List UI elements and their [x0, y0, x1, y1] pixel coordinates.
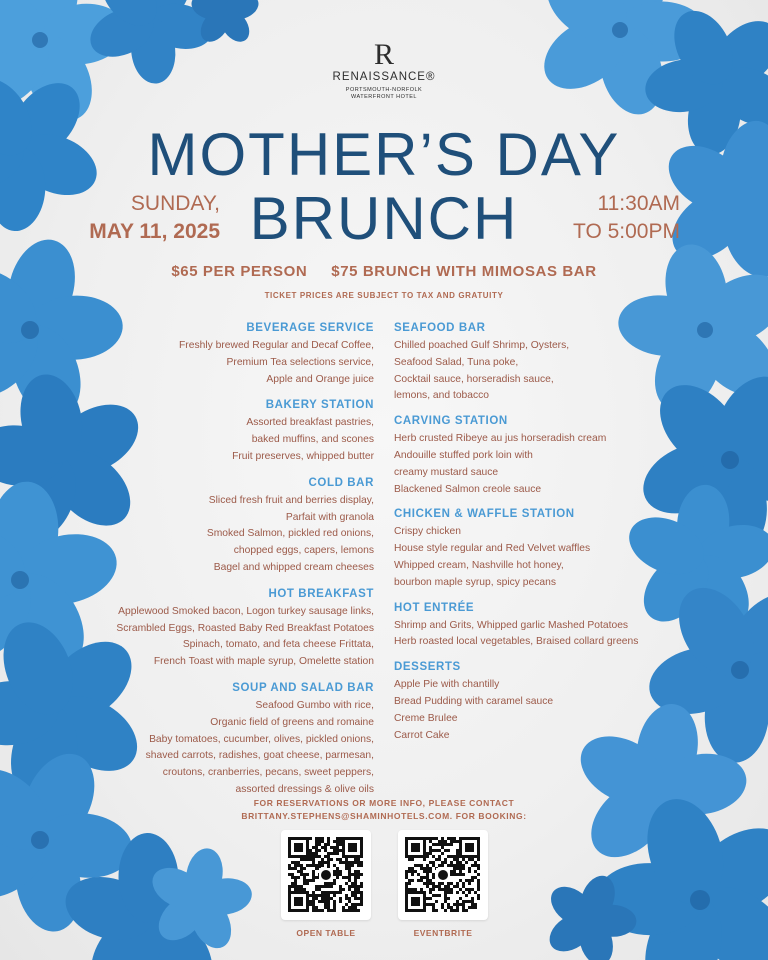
menu-item-line: Applewood Smoked bacon, Logon turkey sausage links, — [118, 605, 374, 617]
event-time — [540, 190, 680, 246]
menu-item-line: Fruit preserves, whipped butter — [232, 450, 374, 462]
event-day: SUNDAY, — [130, 192, 220, 215]
menu-item-line: Herb crusted Ribeye au jus horseradish cream — [394, 433, 607, 445]
menu-item-line: assorted dressings & olive oils — [235, 783, 374, 795]
menu-section — [70, 397, 374, 465]
menu-section-heading: CHICKEN & WAFFLE STATION — [394, 508, 575, 521]
menu-right-column — [394, 320, 694, 752]
menu-item-line: Creme Brulee — [394, 712, 458, 724]
event-time-start: 11:30AM — [597, 192, 680, 215]
menu-item-line: shaved carrots, radishes, goat cheese, parmesan, — [145, 750, 374, 762]
menu-section — [70, 320, 374, 388]
menu-item-line: Sliced fresh fruit and berries display, — [208, 494, 374, 506]
menu-item-line: Apple and Orange juice — [266, 373, 374, 385]
hotel-logo-name: RENAISSANCE® — [332, 71, 436, 83]
menu-item-line: Smoked Salmon, pickled red onions, — [206, 528, 374, 540]
event-time-end: TO 5:00PM — [573, 220, 680, 243]
event-date-value: MAY 11, 2025 — [89, 220, 220, 243]
contact-email[interactable]: BRITTANY.STEPHENS@SHAMINHOTELS.COM. FOR BOOKING: — [241, 810, 527, 821]
hotel-logo-subtitle-line1: PORTSMOUTH-NORFOLK — [345, 87, 423, 93]
menu-item-line: House style regular and Red Velvet waffles — [394, 543, 591, 555]
menu-item-line: Shrimp and Grits, Whipped garlic Mashed Potatoes — [394, 619, 629, 631]
menu-item-line: Organic field of greens and romaine — [210, 716, 374, 728]
menu-section-heading: HOT BREAKFAST — [268, 587, 374, 600]
menu-item-line: Seafood Salad, Tuna poke, — [394, 356, 519, 368]
menu-section — [394, 413, 694, 498]
menu-item-line: Apple Pie with chantilly — [394, 679, 500, 691]
price-per-person: $65 PER PERSON — [171, 263, 308, 280]
menu-item-line: Premium Tea selections service, — [226, 356, 374, 368]
menu-section — [394, 659, 694, 744]
menu-section — [70, 586, 374, 671]
hotel-logo-mark: R — [373, 38, 394, 71]
menu-section-heading: BAKERY STATION — [265, 399, 374, 412]
menu-item-line: Crispy chicken — [394, 526, 461, 538]
menu-item-line: French Toast with maple syrup, Omelette station — [153, 656, 374, 668]
qr-code-icon — [398, 830, 488, 920]
contact-info — [0, 797, 768, 822]
event-title-line2: BRUNCH — [249, 185, 519, 252]
price-line — [0, 263, 768, 280]
menu-section-heading: BEVERAGE SERVICE — [246, 322, 374, 334]
menu-section — [70, 475, 374, 577]
event-title-line1: MOTHER’S DAY — [147, 121, 621, 188]
menu-section-heading: COLD BAR — [308, 476, 374, 489]
menu-item-line: Spinach, tomato, and feta cheese Frittata, — [182, 639, 374, 651]
opentable-label: OPEN TABLE — [296, 928, 356, 938]
menu-item-line: Bread Pudding with caramel sauce — [394, 695, 554, 707]
menu-item-line: Blackened Salmon creole sauce — [394, 483, 542, 495]
menu-item-line: Chilled poached Gulf Shrimp, Oysters, — [394, 340, 570, 351]
menu-item-line: Baby tomatoes, cucumber, olives, pickled onions, — [149, 733, 374, 745]
menu-item-line: Carrot Cake — [394, 729, 450, 741]
menu-item-line: Whipped cream, Nashville hot honey, — [394, 559, 564, 571]
menu-section-heading: SOUP AND SALAD BAR — [232, 681, 374, 694]
event-date — [80, 190, 220, 246]
menu-item-line: baked muffins, and scones — [251, 434, 374, 446]
menu-item-line: Herb roasted local vegetables, Braised collard greens — [394, 636, 639, 648]
menu-section — [394, 506, 694, 591]
opentable-qr-code[interactable] — [281, 830, 371, 920]
menu-item-line: Scrambled Eggs, Roasted Baby Red Breakfast Potatoes — [116, 622, 374, 634]
contact-line1: FOR RESERVATIONS OR MORE INFO, PLEASE CONTACT — [253, 798, 515, 808]
hotel-logo-subtitle — [0, 87, 768, 101]
menu-item-line: Assorted breakfast pastries, — [246, 417, 374, 429]
menu-item-line: Seafood Gumbo with rice, — [255, 699, 374, 711]
menu-section — [394, 600, 694, 652]
menu-section-heading: CARVING STATION — [394, 415, 508, 428]
menu-item-line: Andouille stuffed pork loin with — [394, 449, 533, 461]
menu-item-line: chopped eggs, capers, lemons — [233, 545, 374, 557]
menu-item-line: Cocktail sauce, horseradish sauce, — [394, 373, 554, 385]
menu-item-line: Freshly brewed Regular and Decaf Coffee, — [179, 340, 374, 351]
eventbrite-label: EVENTBRITE — [413, 928, 473, 938]
eventbrite-qr-code[interactable] — [398, 830, 488, 920]
hotel-logo-subtitle-line2: WATERFRONT HOTEL — [351, 94, 417, 100]
menu-section-heading: SEAFOOD BAR — [394, 322, 486, 334]
menu-item-line: croutons, cranberries, pecans, sweet peppers, — [162, 767, 374, 779]
qr-code-icon — [281, 830, 371, 920]
menu-left-column — [70, 320, 374, 808]
menu-item-line: Bagel and whipped cream cheeses — [213, 561, 374, 573]
price-mimosa: $75 BRUNCH WITH MIMOSAS BAR — [331, 263, 597, 280]
menu-item-line: lemons, and tobacco — [394, 390, 490, 402]
menu-item-line: creamy mustard sauce — [394, 466, 499, 478]
menu-item-line: Parfait with granola — [285, 511, 374, 523]
menu-section — [394, 320, 694, 405]
menu-section-heading: HOT ENTRÉE — [394, 601, 475, 614]
price-note: TICKET PRICES ARE SUBJECT TO TAX AND GRATUITY — [264, 291, 504, 300]
menu-item-line: bourbon maple syrup, spicy pecans — [394, 576, 556, 588]
menu-section — [70, 680, 374, 799]
menu-section-heading: DESSERTS — [394, 661, 461, 674]
